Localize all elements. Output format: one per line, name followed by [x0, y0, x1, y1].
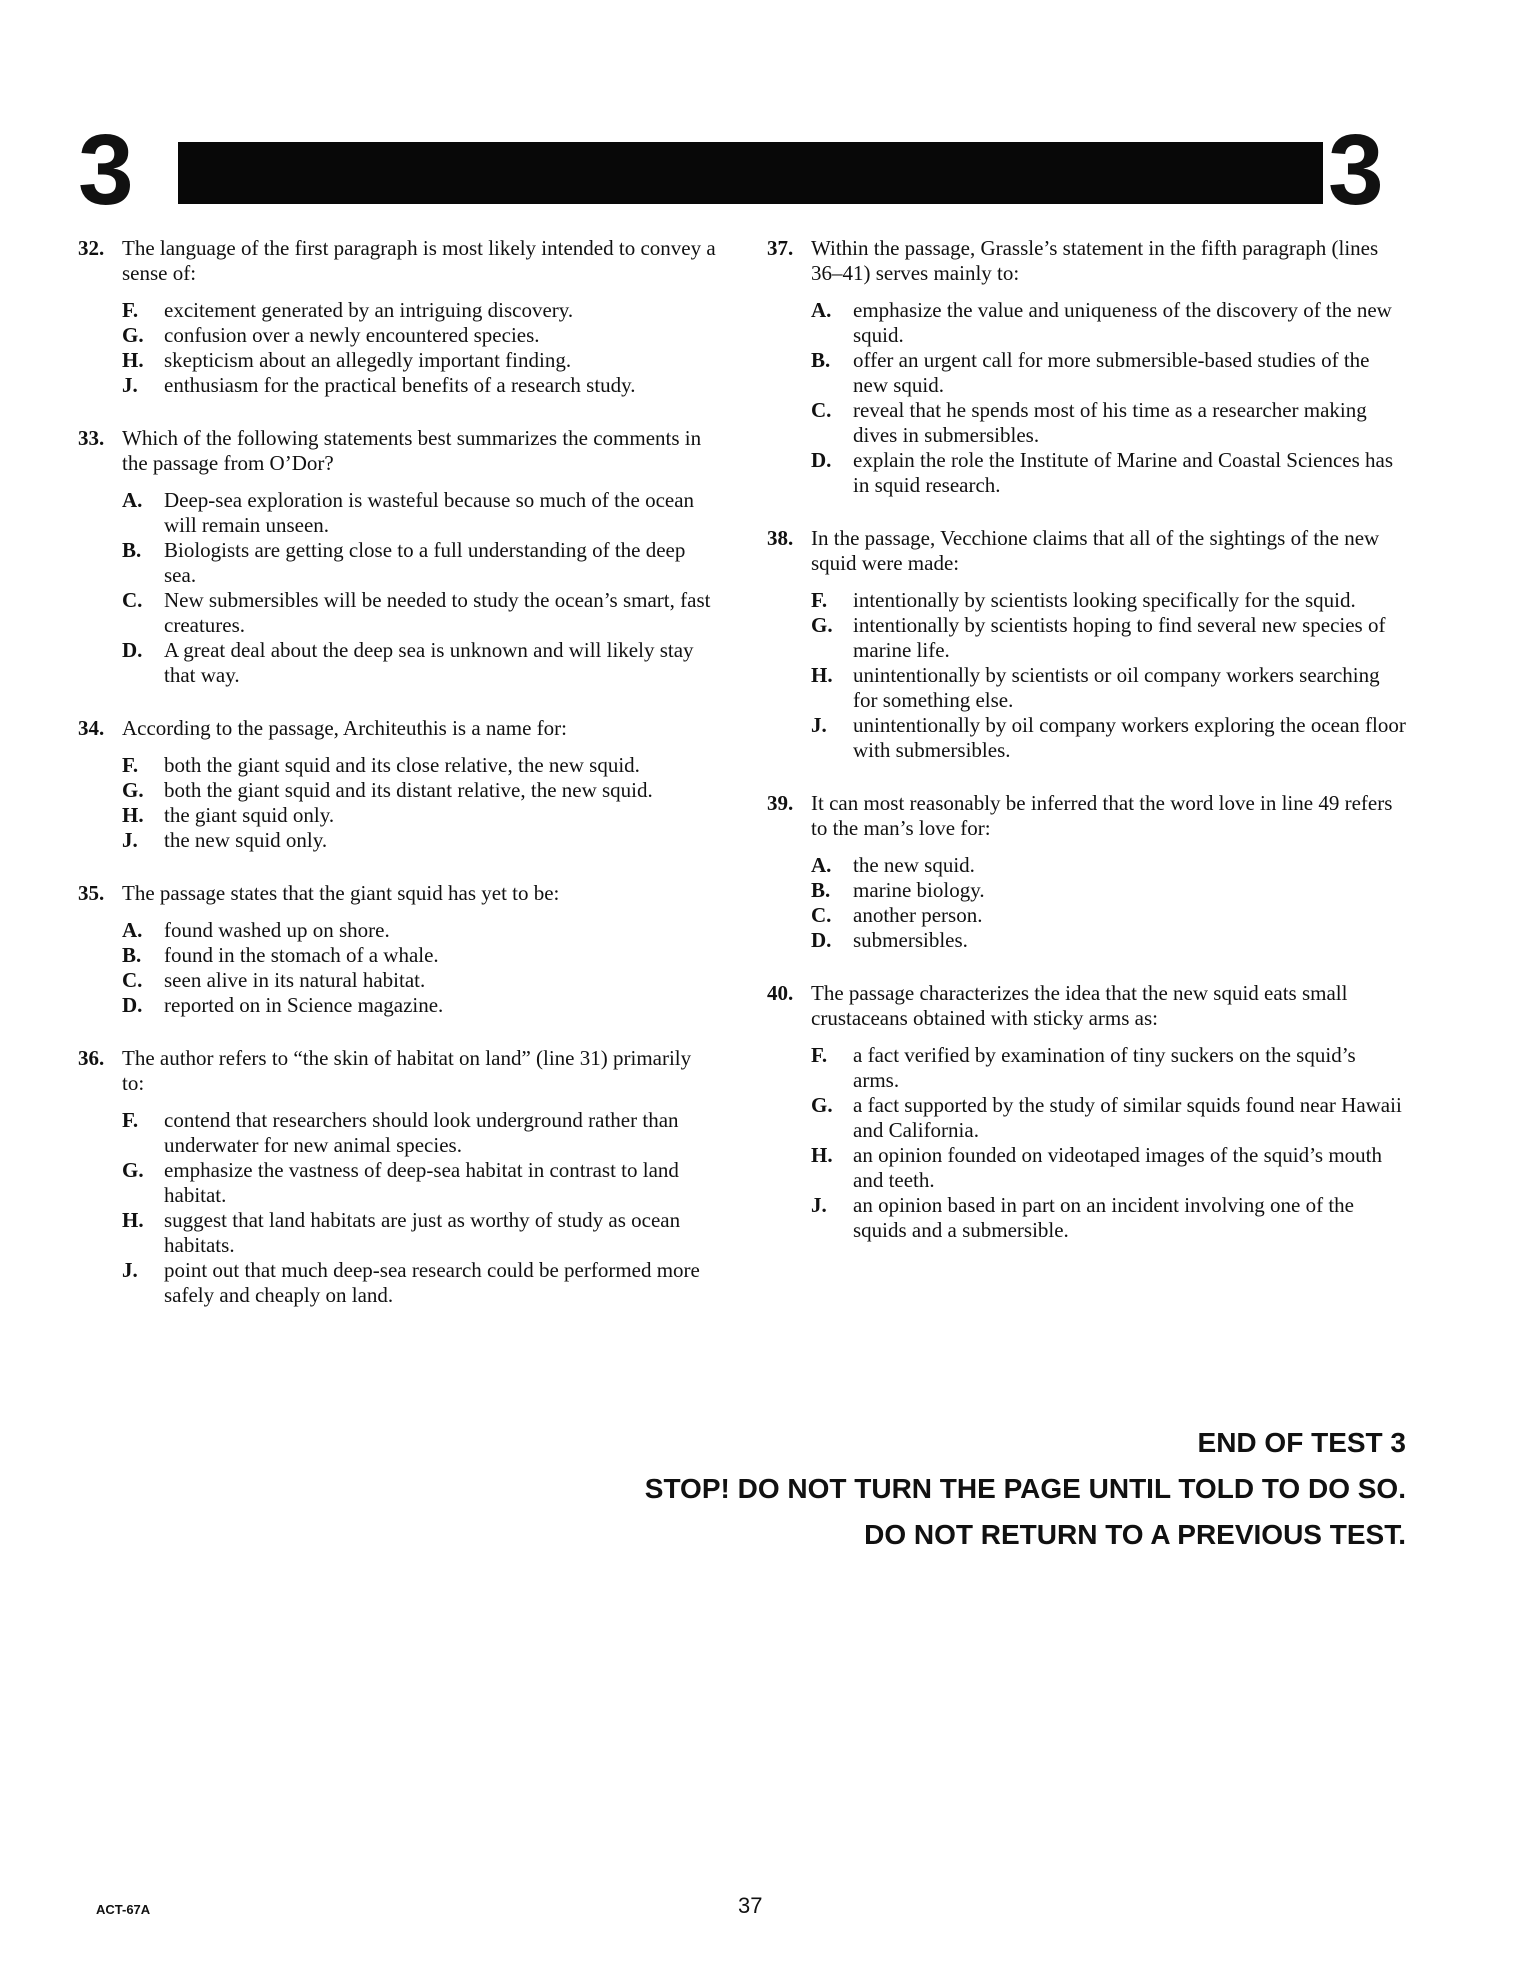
answer-option [122, 778, 718, 803]
option-text: found washed up on shore. [164, 918, 390, 942]
option-letter: C. [122, 968, 143, 992]
option-letter: A. [122, 488, 143, 512]
question-text: The language of the first paragraph is most likely intended to convey a sense of: [122, 236, 716, 285]
answer-option [811, 663, 1407, 713]
option-text: a fact verified by examination of tiny suckers on the squid’s arms. [853, 1043, 1356, 1092]
question-number: 36. [78, 1046, 105, 1070]
answer-option [811, 588, 1407, 613]
option-letter: D. [811, 448, 832, 472]
answer-option [122, 638, 718, 688]
option-text: the new squid only. [164, 828, 328, 852]
option-text: a fact supported by the study of similar squids found near Hawaii and California. [853, 1093, 1402, 1142]
question-text: According to the passage, Architeuthis is a name for: [122, 716, 567, 740]
option-text: enthusiasm for the practical benefits of a research study. [164, 373, 636, 397]
answer-option [811, 903, 1407, 928]
option-text: reveal that he spends most of his time as a researcher making dives in submersibles. [853, 398, 1367, 447]
option-letter: F. [122, 1108, 139, 1132]
option-text: another person. [853, 903, 983, 927]
question-block [767, 526, 1407, 763]
option-letter: A. [122, 918, 143, 942]
answer-option [122, 918, 718, 943]
option-letter: F. [811, 1043, 828, 1067]
answer-option [811, 348, 1407, 398]
answer-option [811, 398, 1407, 448]
option-letter: G. [122, 778, 144, 802]
option-text: confusion over a newly encountered species. [164, 323, 540, 347]
answer-option [811, 713, 1407, 763]
option-letter: H. [122, 1208, 144, 1232]
question-number: 34. [78, 716, 105, 740]
form-code: ACT-67A [96, 1902, 151, 1917]
option-letter: G. [811, 1093, 833, 1117]
question-text: Within the passage, Grassle’s statement in the fifth paragraph (lines 36–41) serves mainly to: [811, 236, 1379, 285]
option-letter: C. [811, 903, 832, 927]
option-text: emphasize the vastness of deep-sea habitat in contrast to land habitat. [164, 1158, 679, 1207]
option-text: marine biology. [853, 878, 985, 902]
option-text: suggest that land habitats are just as worthy of study as ocean habitats. [164, 1208, 681, 1257]
question-block [767, 791, 1407, 953]
option-letter: J. [122, 373, 138, 397]
question-number: 40. [767, 981, 794, 1005]
option-text: unintentionally by scientists or oil company workers searching for something else. [853, 663, 1380, 712]
question-stem [78, 881, 718, 906]
option-letter: F. [122, 753, 139, 777]
question-block [767, 236, 1407, 498]
page-number: 37 [738, 1893, 763, 1918]
option-letter: B. [811, 348, 831, 372]
question-number: 35. [78, 881, 105, 905]
option-text: intentionally by scientists looking specifically for the squid. [853, 588, 1356, 612]
option-text: an opinion based in part on an incident involving one of the squids and a submersible. [853, 1193, 1354, 1242]
option-letter: B. [122, 538, 142, 562]
question-number: 32. [78, 236, 105, 260]
answer-options [122, 1108, 718, 1308]
question-block [78, 1046, 718, 1308]
option-text: reported on in Science magazine. [164, 993, 444, 1017]
option-letter: B. [811, 878, 831, 902]
answer-option [122, 1208, 718, 1258]
answer-options [811, 588, 1407, 763]
answer-options [122, 753, 718, 853]
option-text: intentionally by scientists hoping to find several new species of marine life. [853, 613, 1386, 662]
answer-option [811, 448, 1407, 498]
option-text: offer an urgent call for more submersible-based studies of the new squid. [853, 348, 1370, 397]
option-letter: G. [122, 1158, 144, 1182]
question-block [78, 426, 718, 688]
option-text: New submersibles will be needed to study the ocean’s smart, fast creatures. [164, 588, 711, 637]
question-stem [78, 426, 718, 476]
option-text: A great deal about the deep sea is unknown and will likely stay that way. [164, 638, 694, 687]
answer-option [811, 298, 1407, 348]
stop-instruction-line: STOP! DO NOT TURN THE PAGE UNTIL TOLD TO DO SO. [644, 1473, 1406, 1504]
option-text: the new squid. [853, 853, 975, 877]
question-stem [767, 981, 1407, 1031]
option-letter: H. [811, 663, 833, 687]
question-text: The author refers to “the skin of habitat on land” (line 31) primarily to: [122, 1046, 692, 1095]
option-text: an opinion founded on videotaped images of the squid’s mouth and teeth. [853, 1143, 1382, 1192]
option-letter: D. [811, 928, 832, 952]
answer-options [811, 1043, 1407, 1243]
question-stem [78, 716, 718, 741]
option-text: unintentionally by oil company workers exploring the ocean floor with submersibles. [853, 713, 1406, 762]
option-letter: F. [122, 298, 139, 322]
question-block [767, 981, 1407, 1243]
answer-option [122, 373, 718, 398]
question-stem [78, 1046, 718, 1096]
option-text: excitement generated by an intriguing discovery. [164, 298, 574, 322]
option-text: seen alive in its natural habitat. [164, 968, 426, 992]
answer-options [122, 298, 718, 398]
option-letter: H. [811, 1143, 833, 1167]
answer-option [122, 943, 718, 968]
answer-option [122, 323, 718, 348]
option-letter: J. [811, 713, 827, 737]
question-stem [767, 526, 1407, 576]
section-header-bar [178, 142, 1323, 204]
option-letter: G. [811, 613, 833, 637]
option-letter: J. [122, 828, 138, 852]
section-number-right: 3 [1328, 114, 1384, 226]
answer-option [811, 1193, 1407, 1243]
option-letter: D. [122, 638, 143, 662]
answer-option [811, 1093, 1407, 1143]
option-text: emphasize the value and uniqueness of the discovery of the new squid. [853, 298, 1392, 347]
question-number: 33. [78, 426, 105, 450]
answer-option [811, 613, 1407, 663]
question-block [78, 716, 718, 853]
option-letter: H. [122, 803, 144, 827]
option-letter: C. [122, 588, 143, 612]
option-text: both the giant squid and its distant relative, the new squid. [164, 778, 653, 802]
answer-option [811, 928, 1407, 953]
answer-options [122, 488, 718, 688]
question-stem [767, 236, 1407, 286]
option-text: the giant squid only. [164, 803, 335, 827]
answer-option [122, 1108, 718, 1158]
option-letter: J. [122, 1258, 138, 1282]
answer-options [811, 853, 1407, 953]
right-column [767, 236, 1407, 1271]
answer-option [122, 968, 718, 993]
option-text: found in the stomach of a whale. [164, 943, 439, 967]
option-letter: H. [122, 348, 144, 372]
answer-option [122, 828, 718, 853]
option-text: skepticism about an allegedly important finding. [164, 348, 572, 372]
answer-options [122, 918, 718, 1018]
option-text: contend that researchers should look underground rather than underwater for new animal species. [164, 1108, 679, 1157]
section-number-left: 3 [78, 114, 134, 226]
option-text: Biologists are getting close to a full understanding of the deep sea. [164, 538, 686, 587]
option-letter: G. [122, 323, 144, 347]
question-text: In the passage, Vecchione claims that all of the sightings of the new squid were made: [811, 526, 1380, 575]
end-of-test-block [645, 1420, 1406, 1558]
option-letter: F. [811, 588, 828, 612]
answer-option [811, 878, 1407, 903]
answer-option [811, 1143, 1407, 1193]
answer-options [811, 298, 1407, 498]
question-stem [767, 791, 1407, 841]
answer-option [122, 588, 718, 638]
option-letter: C. [811, 398, 832, 422]
left-column [78, 236, 718, 1336]
option-letter: J. [811, 1193, 827, 1217]
option-letter: A. [811, 298, 832, 322]
answer-option [122, 298, 718, 323]
option-text: Deep-sea exploration is wasteful because so much of the ocean will remain unseen. [164, 488, 695, 537]
option-text: both the giant squid and its close relative, the new squid. [164, 753, 640, 777]
question-text: The passage characterizes the idea that the new squid eats small crustaceans obtained with sticky arms as: [811, 981, 1348, 1030]
answer-option [122, 488, 718, 538]
option-letter: B. [122, 943, 142, 967]
question-number: 37. [767, 236, 794, 260]
option-text: submersibles. [853, 928, 968, 952]
question-stem [78, 236, 718, 286]
option-text: point out that much deep-sea research could be performed more safely and cheaply on land. [164, 1258, 700, 1307]
question-text: The passage states that the giant squid has yet to be: [122, 881, 560, 905]
question-block [78, 236, 718, 398]
answer-option [122, 993, 718, 1018]
answer-option [122, 803, 718, 828]
option-letter: A. [811, 853, 832, 877]
answer-option [122, 1258, 718, 1308]
answer-option [811, 1043, 1407, 1093]
answer-option [122, 538, 718, 588]
answer-option [122, 753, 718, 778]
do-not-return-line: DO NOT RETURN TO A PREVIOUS TEST. [864, 1519, 1406, 1550]
option-text: explain the role the Institute of Marine and Coastal Sciences has in squid research. [853, 448, 1394, 497]
answer-option [122, 1158, 718, 1208]
answer-option [122, 348, 718, 373]
option-letter: D. [122, 993, 143, 1017]
question-number: 38. [767, 526, 794, 550]
question-number: 39. [767, 791, 794, 815]
answer-option [811, 853, 1407, 878]
question-block [78, 881, 718, 1018]
question-text: Which of the following statements best summarizes the comments in the passage from O’Dor? [122, 426, 702, 475]
end-of-test-line: END OF TEST 3 [1197, 1427, 1406, 1458]
question-text: It can most reasonably be inferred that the word love in line 49 refers to the man’s love for: [811, 791, 1393, 840]
